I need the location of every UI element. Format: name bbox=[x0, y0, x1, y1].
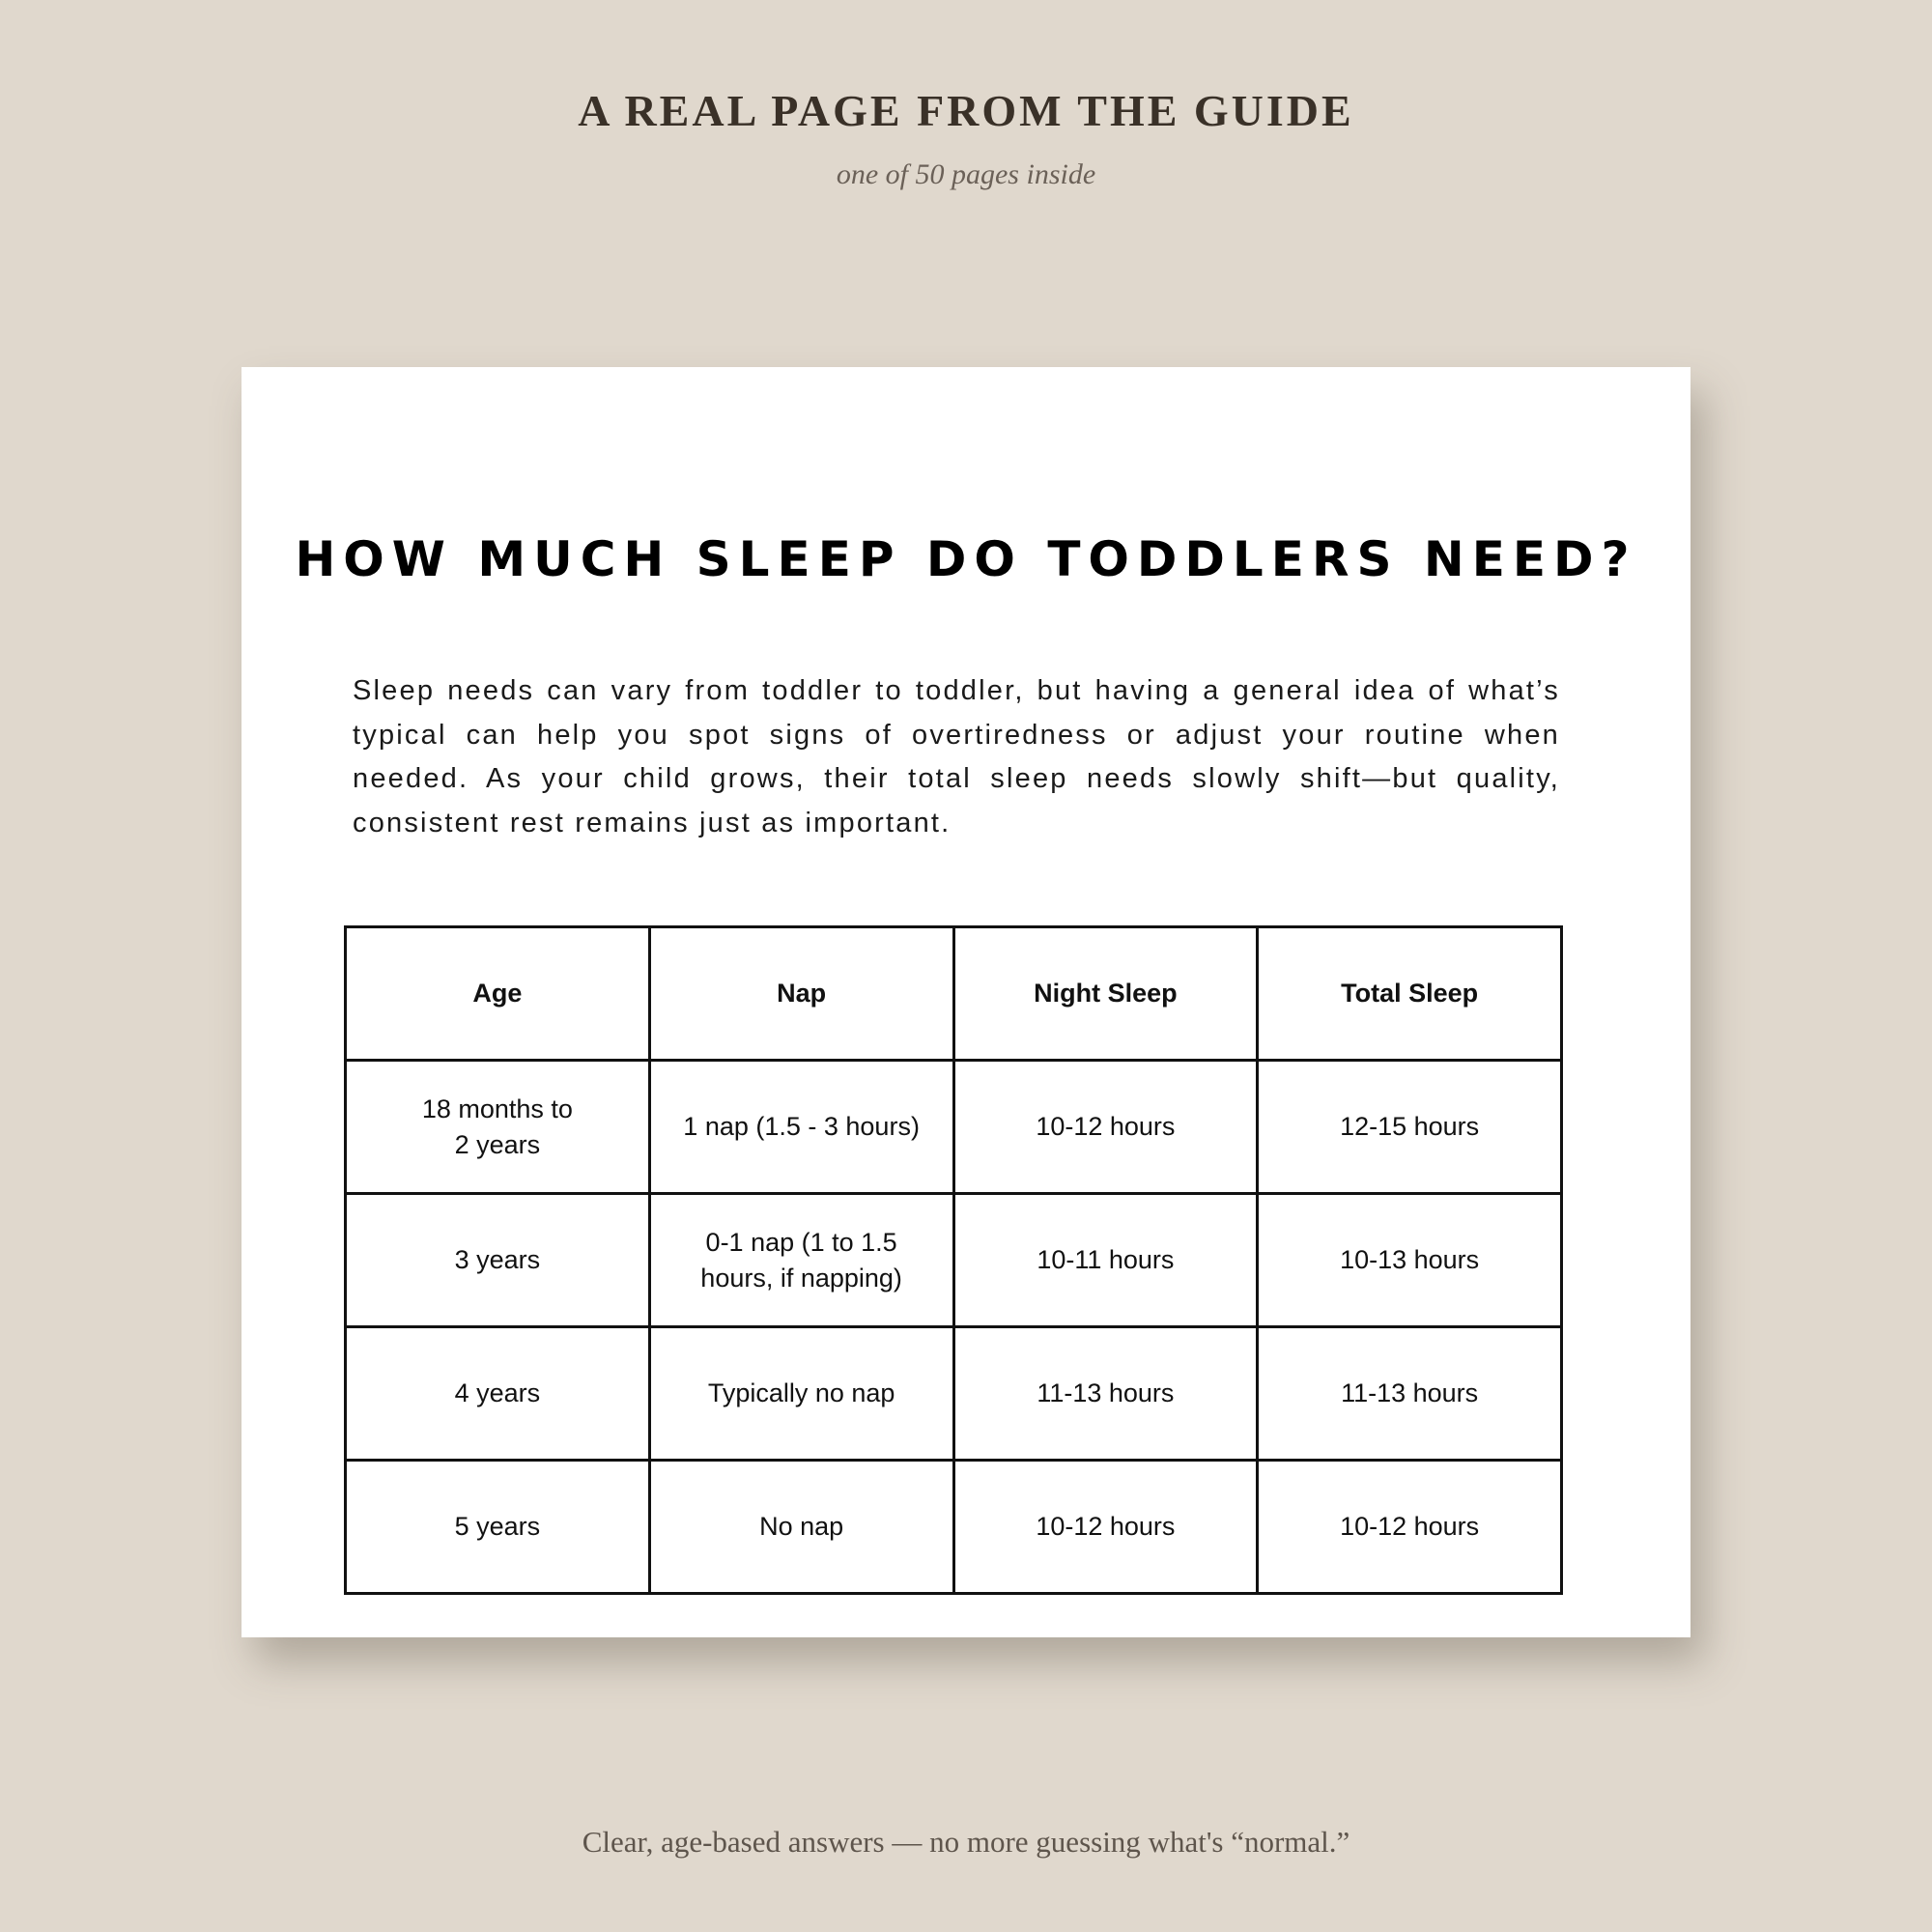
table-row bbox=[346, 1194, 1562, 1327]
cell-age: 5 years bbox=[346, 1461, 650, 1594]
cell-age: 18 months to 2 years bbox=[346, 1061, 650, 1194]
table-row bbox=[346, 1327, 1562, 1461]
cell-total-sleep: 10-12 hours bbox=[1258, 1461, 1562, 1594]
column-header-nap: Nap bbox=[649, 927, 953, 1061]
cell-night-sleep: 10-11 hours bbox=[953, 1194, 1258, 1327]
sleep-needs-table bbox=[344, 925, 1563, 1595]
cell-nap: 0-1 nap (1 to 1.5 hours, if napping) bbox=[649, 1194, 953, 1327]
column-header-age: Age bbox=[346, 927, 650, 1061]
cell-age: 3 years bbox=[346, 1194, 650, 1327]
column-header-night-sleep: Night Sleep bbox=[953, 927, 1258, 1061]
table-row bbox=[346, 1461, 1562, 1594]
cell-total-sleep: 10-13 hours bbox=[1258, 1194, 1562, 1327]
page-heading: HOW MUCH SLEEP DO TODDLERS NEED? bbox=[295, 531, 1637, 587]
column-header-total-sleep: Total Sleep bbox=[1258, 927, 1562, 1061]
header-subtitle: one of 50 pages inside bbox=[836, 158, 1096, 190]
table-header-row bbox=[346, 927, 1562, 1061]
cell-night-sleep: 10-12 hours bbox=[953, 1461, 1258, 1594]
cell-nap: Typically no nap bbox=[649, 1327, 953, 1461]
table-row bbox=[346, 1061, 1562, 1194]
cell-nap: 1 nap (1.5 - 3 hours) bbox=[649, 1061, 953, 1194]
cell-total-sleep: 11-13 hours bbox=[1258, 1327, 1562, 1461]
cell-total-sleep: 12-15 hours bbox=[1258, 1061, 1562, 1194]
guide-page-preview bbox=[242, 367, 1690, 1637]
cell-night-sleep: 10-12 hours bbox=[953, 1061, 1258, 1194]
cell-nap: No nap bbox=[649, 1461, 953, 1594]
footer-caption: Clear, age-based answers — no more guessing what's “normal.” bbox=[582, 1825, 1350, 1859]
header-title: A REAL PAGE FROM THE GUIDE bbox=[578, 86, 1354, 135]
cell-age: 4 years bbox=[346, 1327, 650, 1461]
page-intro-paragraph: Sleep needs can vary from toddler to toddler, but having a general idea of what’s typical can help you spot signs of overtiredness or adjust your routine when needed. As your child grows, their total sleep needs slowly shift—but quality, consistent rest remains just as important. bbox=[353, 675, 1560, 838]
cell-night-sleep: 11-13 hours bbox=[953, 1327, 1258, 1461]
